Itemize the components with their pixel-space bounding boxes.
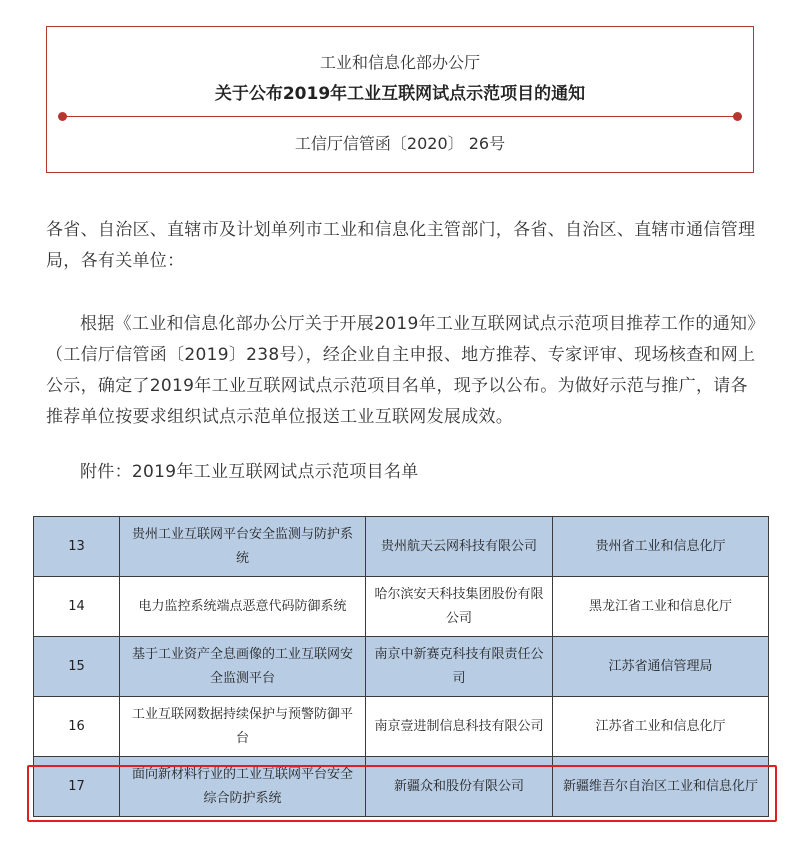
row-number: 17: [34, 757, 120, 817]
recommending-unit: 江苏省工业和信息化厅: [553, 697, 769, 757]
recommending-unit: 江苏省通信管理局: [553, 637, 769, 697]
table-row: [34, 577, 769, 637]
project-name: 贵州工业互联网平台安全监测与防护系统: [120, 517, 366, 577]
main-paragraph: 根据《工业和信息化部办公厅关于开展2019年工业互联网试点示范项目推荐工作的通知》（工信厅信管函〔2019〕238号），经企业自主申报、地方推荐、专家评审、现场核查和网上公示，确定了2019年工业互联网试点示范项目名单，现予以公布。为做好示范与推广，请各推荐单位按要求组织试点示范单位报送工业互联网发展成效。: [46, 314, 757, 427]
issuing-office: 工业和信息化部办公厅: [319, 53, 480, 72]
notice-header-box: [46, 26, 754, 173]
row-number: 15: [34, 637, 120, 697]
company-name: 贵州航天云网科技有限公司: [366, 517, 553, 577]
divider-left-dot: [58, 112, 67, 121]
table-row: [34, 517, 769, 577]
attachment-line: 附件：2019年工业互联网试点示范项目名单: [80, 462, 419, 482]
project-list-table: [33, 516, 769, 817]
table-row: [34, 757, 769, 817]
row-number: 13: [34, 517, 120, 577]
document-number: 工信厅信管函〔2020〕 26号: [294, 134, 506, 153]
project-name: 面向新材料行业的工业互联网平台安全综合防护系统: [120, 757, 366, 817]
company-name: 哈尔滨安天科技集团股份有限公司: [366, 577, 553, 637]
table-row: [34, 637, 769, 697]
recommending-unit: 黑龙江省工业和信息化厅: [553, 577, 769, 637]
recommending-unit: 贵州省工业和信息化厅: [553, 517, 769, 577]
divider-right-dot: [733, 112, 742, 121]
red-divider: [62, 116, 738, 117]
row-number: 14: [34, 577, 120, 637]
row-number: 16: [34, 697, 120, 757]
table-row: [34, 697, 769, 757]
company-name: 南京壹进制信息科技有限公司: [366, 697, 553, 757]
recommending-unit: 新疆维吾尔自治区工业和信息化厅: [553, 757, 769, 817]
salutation-paragraph: 各省、自治区、直辖市及计划单列市工业和信息化主管部门，各省、自治区、直辖市通信管理局，各有关单位：: [46, 220, 756, 271]
project-name: 工业互联网数据持续保护与预警防御平台: [120, 697, 366, 757]
notice-title: 关于公布2019年工业互联网试点示范项目的通知: [214, 84, 586, 104]
company-name: 新疆众和股份有限公司: [366, 757, 553, 817]
project-name: 基于工业资产全息画像的工业互联网安全监测平台: [120, 637, 366, 697]
project-name: 电力监控系统端点恶意代码防御系统: [120, 577, 366, 637]
company-name: 南京中新赛克科技有限责任公司: [366, 637, 553, 697]
